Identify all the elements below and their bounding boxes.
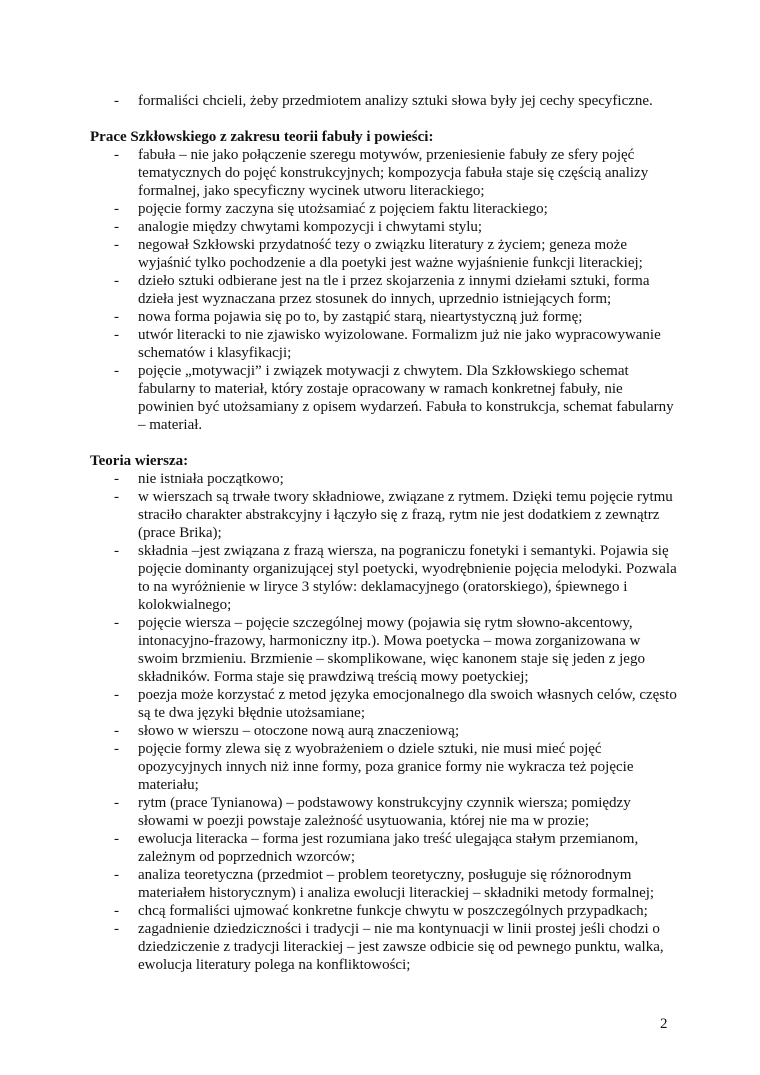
section-teoria-wiersza [90,452,680,974]
page-number: 2 [660,1016,668,1032]
bullet-dash: - [114,147,119,163]
list-item [90,722,680,740]
document-body [90,92,680,974]
bullet-dash: - [114,93,119,109]
section-list [90,470,680,974]
list-item-text: pojęcie formy zlewa się z wyobrażeniem o dziele sztuki, nie musi mieć pojęć opozycyjnych innych niż inne formy, poza granice formy nie wykracza też pojęcie materiału; [138,741,634,793]
list-item [90,146,680,200]
list-item-text: analogie między chwytami kompozycji i chwytami stylu; [138,219,483,235]
list-item [90,866,680,902]
list-item [90,92,680,110]
list-item-text: dzieło sztuki odbierane jest na tle i przez skojarzenia z innymi dziełami sztuki, forma dzieła jest wyznaczana przez stosunek do innych, uprzednio istniejących form; [138,273,650,307]
list-item-text: nowa forma pojawia się po to, by zastąpić starą, nieartystyczną już formę; [138,309,583,325]
list-item-text: słowo w wierszu – otoczone nową aurą znaczeniową; [138,723,460,739]
list-item-text: ewolucja literacka – forma jest rozumiana jako treść ulegająca stałym przemianom, zależnym od poprzednich wzorców; [138,831,639,865]
bullet-dash: - [114,615,119,631]
list-item [90,488,680,542]
list-item [90,794,680,830]
list-item [90,272,680,308]
list-item-text: analiza teoretyczna (przedmiot – problem teoretyczny, posługuje się różnorodnym materiałem historycznym) i analiza ewolucji literackiej – składniki metody formalnej; [138,867,655,901]
list-item [90,218,680,236]
list-item-text: składnia –jest związana z frazą wiersza, na pograniczu fonetyki i semantyki. Pojawia się pojęcie dominanty organizującej styl poetycki, wyodrębnienie pojęcia melodyki. Pozwala to na wyróżnienie w liryce 3 stylów: deklamacyjnego (oratorskiego), śpiewnego i kolokwialnego; [138,543,677,613]
bullet-dash: - [114,741,119,757]
list-item [90,308,680,326]
bullet-dash: - [114,903,119,919]
list-item-text: pojęcie formy zaczyna się utożsamiać z pojęciem faktu literackiego; [138,201,548,217]
list-item-text: negował Szkłowski przydatność tezy o związku literatury z życiem; geneza może wyjaśnić tylko pochodzenie a dla poetyki jest ważne wyjaśnienie funkcji literackiej; [138,237,643,271]
list-item [90,740,680,794]
list-item-text: w wierszach są trwałe twory składniowe, związane z rytmem. Dzięki temu pojęcie rytmu straciło charakter abstrakcyjny i łączyło się z frazą, rytm nie jest dodatkiem z zewnątrz (prace Brika); [138,489,673,541]
section-list [90,146,680,434]
bullet-dash: - [114,867,119,883]
bullet-dash: - [114,201,119,217]
list-item [90,362,680,434]
bullet-dash: - [114,723,119,739]
list-item-text: zagadnienie dziedziczności i tradycji – nie ma kontynuacji w linii prostej jeśli chodzi o dziedziczenie z tradycji literackiej – jest zawsze odbicie się od pewnego punktu, walka, ewolucja literatury polega na konfliktowości; [138,921,664,973]
bullet-dash: - [114,309,119,325]
bullet-dash: - [114,471,119,487]
list-item [90,470,680,488]
list-item-text: formaliści chcieli, żeby przedmiotem analizy sztuki słowa były jej cechy specyficzne. [138,93,653,109]
list-item [90,614,680,686]
bullet-dash: - [114,543,119,559]
list-item [90,920,680,974]
bullet-dash: - [114,687,119,703]
list-item-text: poezja może korzystać z metod języka emocjonalnego dla swoich własnych celów, często są te dwa języki błędnie utożsamiane; [138,687,677,721]
bullet-dash: - [114,237,119,253]
list-item-text: pojęcie „motywacji” i związek motywacji z chwytem. Dla Szkłowskiego schemat fabularny to materiał, który zostaje opracowany w ramach konkretnej fabuły, nie powinien być utożsamiany z opisem wydarzeń. Fabuła to konstrukcja, schemat fabularny – materiał. [138,363,674,433]
bullet-dash: - [114,831,119,847]
list-item-text: utwór literacki to nie zjawisko wyizolowane. Formalizm już nie jako wypracowywanie schematów i klasyfikacji; [138,327,661,361]
list-item-text: chcą formaliści ujmować konkretne funkcje chwytu w poszczególnych przypadkach; [138,903,648,919]
list-item-text: pojęcie wiersza – pojęcie szczególnej mowy (pojawia się rytm słowno-akcentowy, intonacyjno-frazowy, harmoniczny itp.). Mowa poetycka – mowa zorganizowana w swoim brzmieniu. Brzmienie – skomplikowane, więc kanonem staje się jeden z jego składników. Forma staje się prawdziwą treścią mowy poetyckiej; [138,615,645,685]
bullet-dash: - [114,273,119,289]
list-item [90,326,680,362]
bullet-dash: - [114,363,119,379]
bullet-dash: - [114,795,119,811]
section-heading: Prace Szkłowskiego z zakresu teorii fabuły i powieści: [90,129,434,145]
list-item [90,236,680,272]
list-item [90,686,680,722]
bullet-dash: - [114,327,119,343]
list-item [90,902,680,920]
list-item [90,830,680,866]
bullet-dash: - [114,489,119,505]
section-heading: Teoria wiersza: [90,453,189,469]
list-item-text: nie istniała początkowo; [138,471,284,487]
bullet-dash: - [114,921,119,937]
section-szklowski [90,128,680,434]
list-item [90,542,680,614]
intro-list [90,92,680,110]
bullet-dash: - [114,219,119,235]
list-item-text: rytm (prace Tynianowa) – podstawowy konstrukcyjny czynnik wiersza; pomiędzy słowami w poezji powstaje zależność usytuowania, której nie ma w prozie; [138,795,631,829]
list-item-text: fabuła – nie jako połączenie szeregu motywów, przeniesienie fabuły ze sfery pojęć tematycznych do pojęć konstrukcyjnych; kompozycja fabuła staje się częścią analizy formalnej, jako specyficzny wycinek utworu literackiego; [138,147,649,199]
list-item [90,200,680,218]
